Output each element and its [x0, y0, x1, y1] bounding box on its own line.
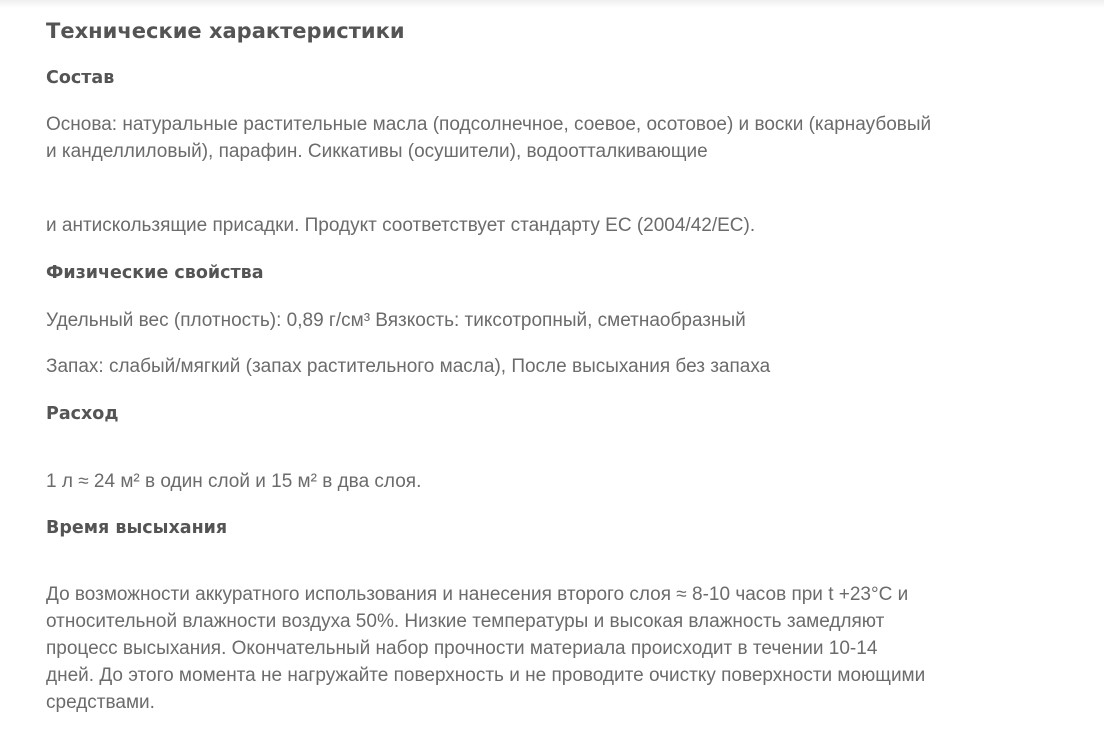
physical-line-1: Удельный вес (плотность): 0,89 г/см³ Вязкость: тиксотропный, сметнаобразный — [46, 310, 746, 331]
physical-line-2: Запах: слабый/мягкий (запах растительного масла), После высыхания без запаха — [46, 356, 771, 377]
consumption-text: 1 л ≈ 24 м² в один слой и 15 м² в два слоя. — [46, 471, 422, 492]
drying-heading: Время высыхания — [46, 518, 228, 538]
composition-paragraph-2: и антискользящие присадки. Продукт соответствует стандарту ЕС (2004/42/ЕС). — [46, 215, 756, 236]
physical-heading: Физические свойства — [46, 263, 264, 283]
composition-heading: Состав — [46, 68, 115, 88]
drying-text: До возможности аккуратного использования и нанесения второго слоя ≈ 8-10 часов при t +23°C и относительной влажности воздуха 50%. Низкие температуры и высокая влажность замедляют процесс высыхания. Окончательный набор прочности материала происходит в течении 10-14 дней. До этого момента не нагружайте поверхность и не проводите очистку поверхности моющими средствами. — [46, 584, 926, 713]
top-shadow — [0, 0, 1104, 8]
consumption-heading: Расход — [46, 404, 119, 424]
section-title: Технические характеристики — [46, 19, 405, 43]
composition-paragraph-1: Основа: натуральные растительные масла (подсолнечное, соевое, осотовое) и воски (карнаубовый и канделлиловый), парафин. Сиккативы (осушители), водоотталкивающие — [46, 114, 932, 162]
